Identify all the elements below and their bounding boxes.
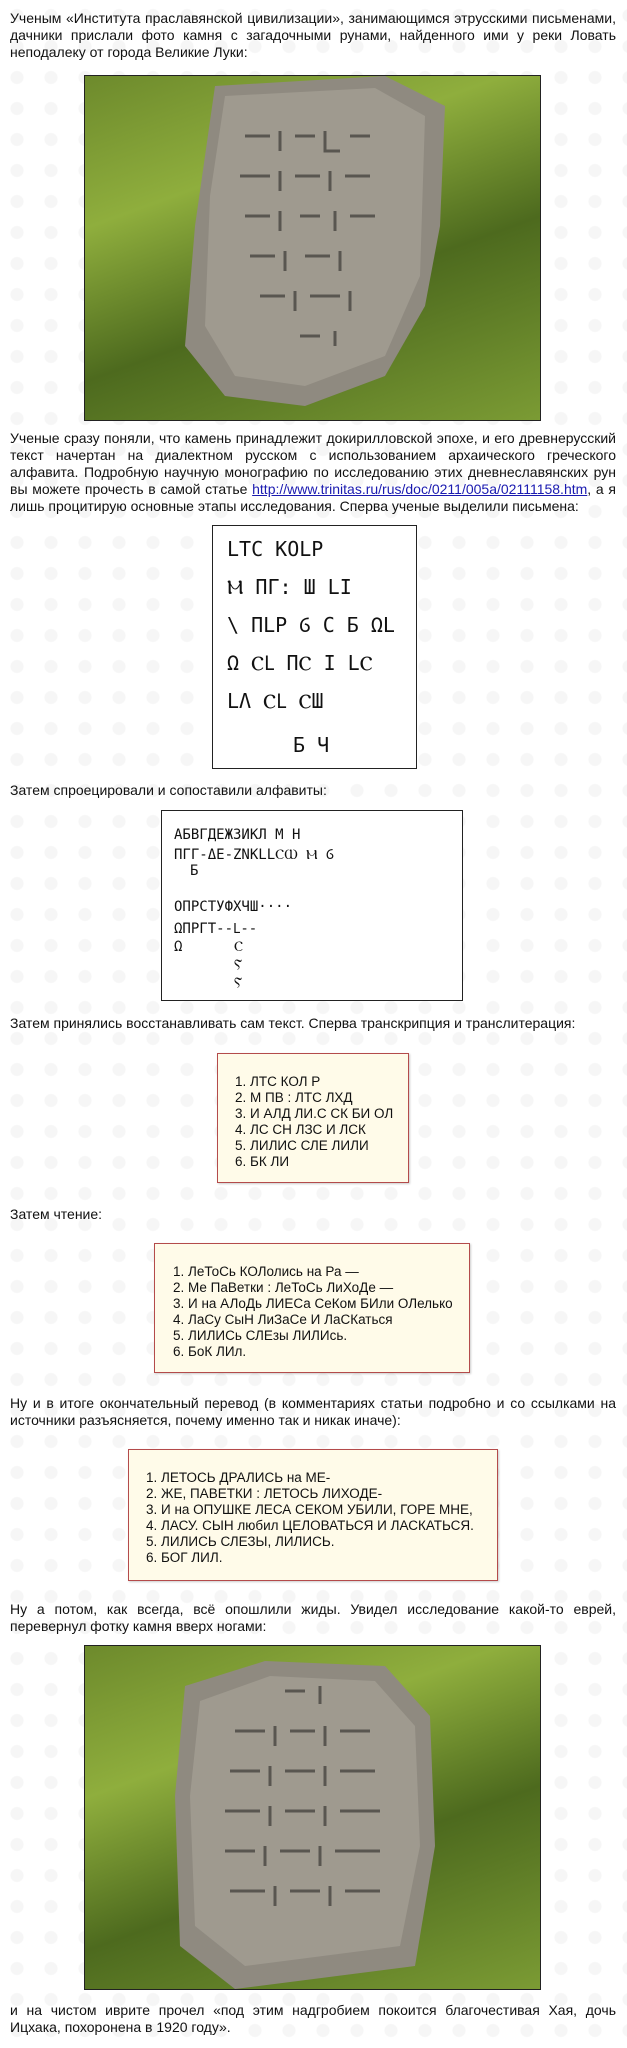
reading-box: [154, 1243, 470, 1373]
list-item: 2. ЖЕ, ПАВЕТКИ : ЛЕТОСЬ ЛИХОДЕ-: [146, 1486, 383, 1501]
alphabet-row: ОПРСТУФХЧШ····: [174, 899, 293, 915]
rune-figure: [212, 525, 417, 769]
alphabet-figure: [161, 810, 463, 1001]
transcription-paragraph: Затем принялись восстанавливать сам текст. Сперва транскрипция и транслитерация:: [10, 1015, 576, 1031]
list-item: 2. Ме ПаВетки : ЛеТоСь ЛиХоДе —: [173, 1280, 394, 1295]
list-item: 6. БК ЛИ: [235, 1154, 290, 1169]
text: Ученые сразу поняли, что камень принадлежит докирилловской эпохе, и его древнерусский текст начертан на диалектном русском с использованием архаического греческого алфавита. Подробную научную монографию по исследованию этих дневнеславянских рун вы можете прочесть в самой статье: [10, 430, 616, 497]
list-item: 3. И на АЛоДь ЛИЕСа СеКом БИли ОЛелько: [173, 1296, 453, 1311]
intro-paragraph: Ученым «Института праславянской цивилизации», занимающимся этрусскими письменами, дачники прислали фото камня с загадочными рунами, найденного ими у реки Ловать неподалеку от города Великие Луки:: [10, 10, 616, 60]
flip-paragraph: Ну а потом, как всегда, всё опошлили жиды. Увидел исследование какой-то еврей, перевернул фотку камня вверх ногами:: [10, 1601, 616, 1634]
alphabet-row: Ⲋ: [234, 957, 243, 973]
alphabet-row: ΠΓΓ-ΔΕ-ZΝΚLLⲤⲰ Ⲙ Ⳓ: [174, 847, 335, 863]
list-item: 5. ЛИЛИСЬ СЛЕЗЫ, ЛИЛИСЬ.: [146, 1534, 335, 1549]
rune-line: Б Ч: [293, 733, 330, 757]
list-item: 4. ЛС СН ЛЗС И ЛСК: [235, 1122, 366, 1137]
list-item: 4. ЛАСУ. СЫН любил ЦЕЛОВАТЬСЯ И ЛАСКАТЬСЯ.: [146, 1518, 474, 1533]
article-link[interactable]: http://www.trinitas.ru/rus/doc/0211/005a/02111158.htm: [252, 481, 588, 497]
transliteration-box: [217, 1053, 409, 1183]
research-paragraph: [10, 430, 616, 515]
reading-paragraph: Затем чтение:: [10, 1206, 103, 1222]
list-item: 4. ЛаСу СыН ЛиЗаСе И ЛаСКаться: [173, 1312, 393, 1327]
stone-photo-original: [84, 75, 541, 421]
rune-line: LTC KOLP: [227, 537, 324, 561]
alphabet-row: Ω: [174, 939, 183, 955]
list-item: 6. БОГ ЛИЛ.: [146, 1550, 223, 1565]
alphabet-row: Ⲋ: [234, 975, 243, 991]
translation-box: [128, 1449, 498, 1581]
translation-paragraph: Ну и в итоге окончательный перевод (в комментариях статьи подробно и со ссылками на источники разъясняется, почему именно так и никак иначе):: [10, 1395, 616, 1428]
list-item: 1. ЛЕТОСЬ ДРАЛИСЬ на МЕ-: [146, 1470, 331, 1485]
alphabet-paragraph: Затем спроецировали и сопоставили алфавиты:: [10, 782, 327, 798]
list-item: 6. БоК ЛИл.: [173, 1344, 247, 1359]
list-item: 3. И на ОПУШКЕ ЛЕСА СЕКОМ УБИЛИ, ГОРЕ МНЕ,: [146, 1502, 473, 1517]
hebrew-reading-paragraph: и на чистом иврите прочел «под этим надгробием покоится благочестивая Хая, дочь Ицхака, похоронена в 1920 году».: [10, 2002, 616, 2035]
alphabet-row: ΩΠΡΓΤ--Ⳑ--: [174, 921, 258, 937]
list-item: 3. И АЛД ЛИ.С СК БИ ОЛ: [235, 1106, 394, 1121]
list-item: 5. ЛИЛИС СЛЕ ЛИЛИ: [235, 1138, 369, 1153]
alphabet-row: АБВГДЕЖЗИКЛ М Н: [174, 827, 301, 843]
text: , а я лишь процитирую основные этапы исследования. Сперва ученые выделили письмена:: [10, 481, 616, 514]
list-item: 2. М ПВ : ЛТС ЛХД: [235, 1090, 353, 1105]
rune-line: \ ΠLP Ⳓ C Б ΩL: [227, 613, 395, 637]
alphabet-row: Б: [190, 863, 199, 879]
stone-photo-flipped: [84, 1645, 541, 1990]
list-item: 5. ЛИЛИСь СЛЕзы ЛИЛИсь.: [173, 1328, 348, 1343]
alphabet-row: Ⲥ: [234, 939, 244, 955]
rune-line: LΛ ⲤⳐ ⲤШ: [227, 689, 324, 713]
rune-line: Ⲙ ΠΓ: Ш LΙ: [227, 575, 352, 599]
rune-line: Ω ⲤⳐ ΠⲤ I LⲤ: [227, 651, 373, 675]
list-item: 1. ЛеТоСь КОЛолись на Ра —: [173, 1264, 359, 1279]
list-item: 1. ЛТС КОЛ Р: [235, 1074, 321, 1089]
